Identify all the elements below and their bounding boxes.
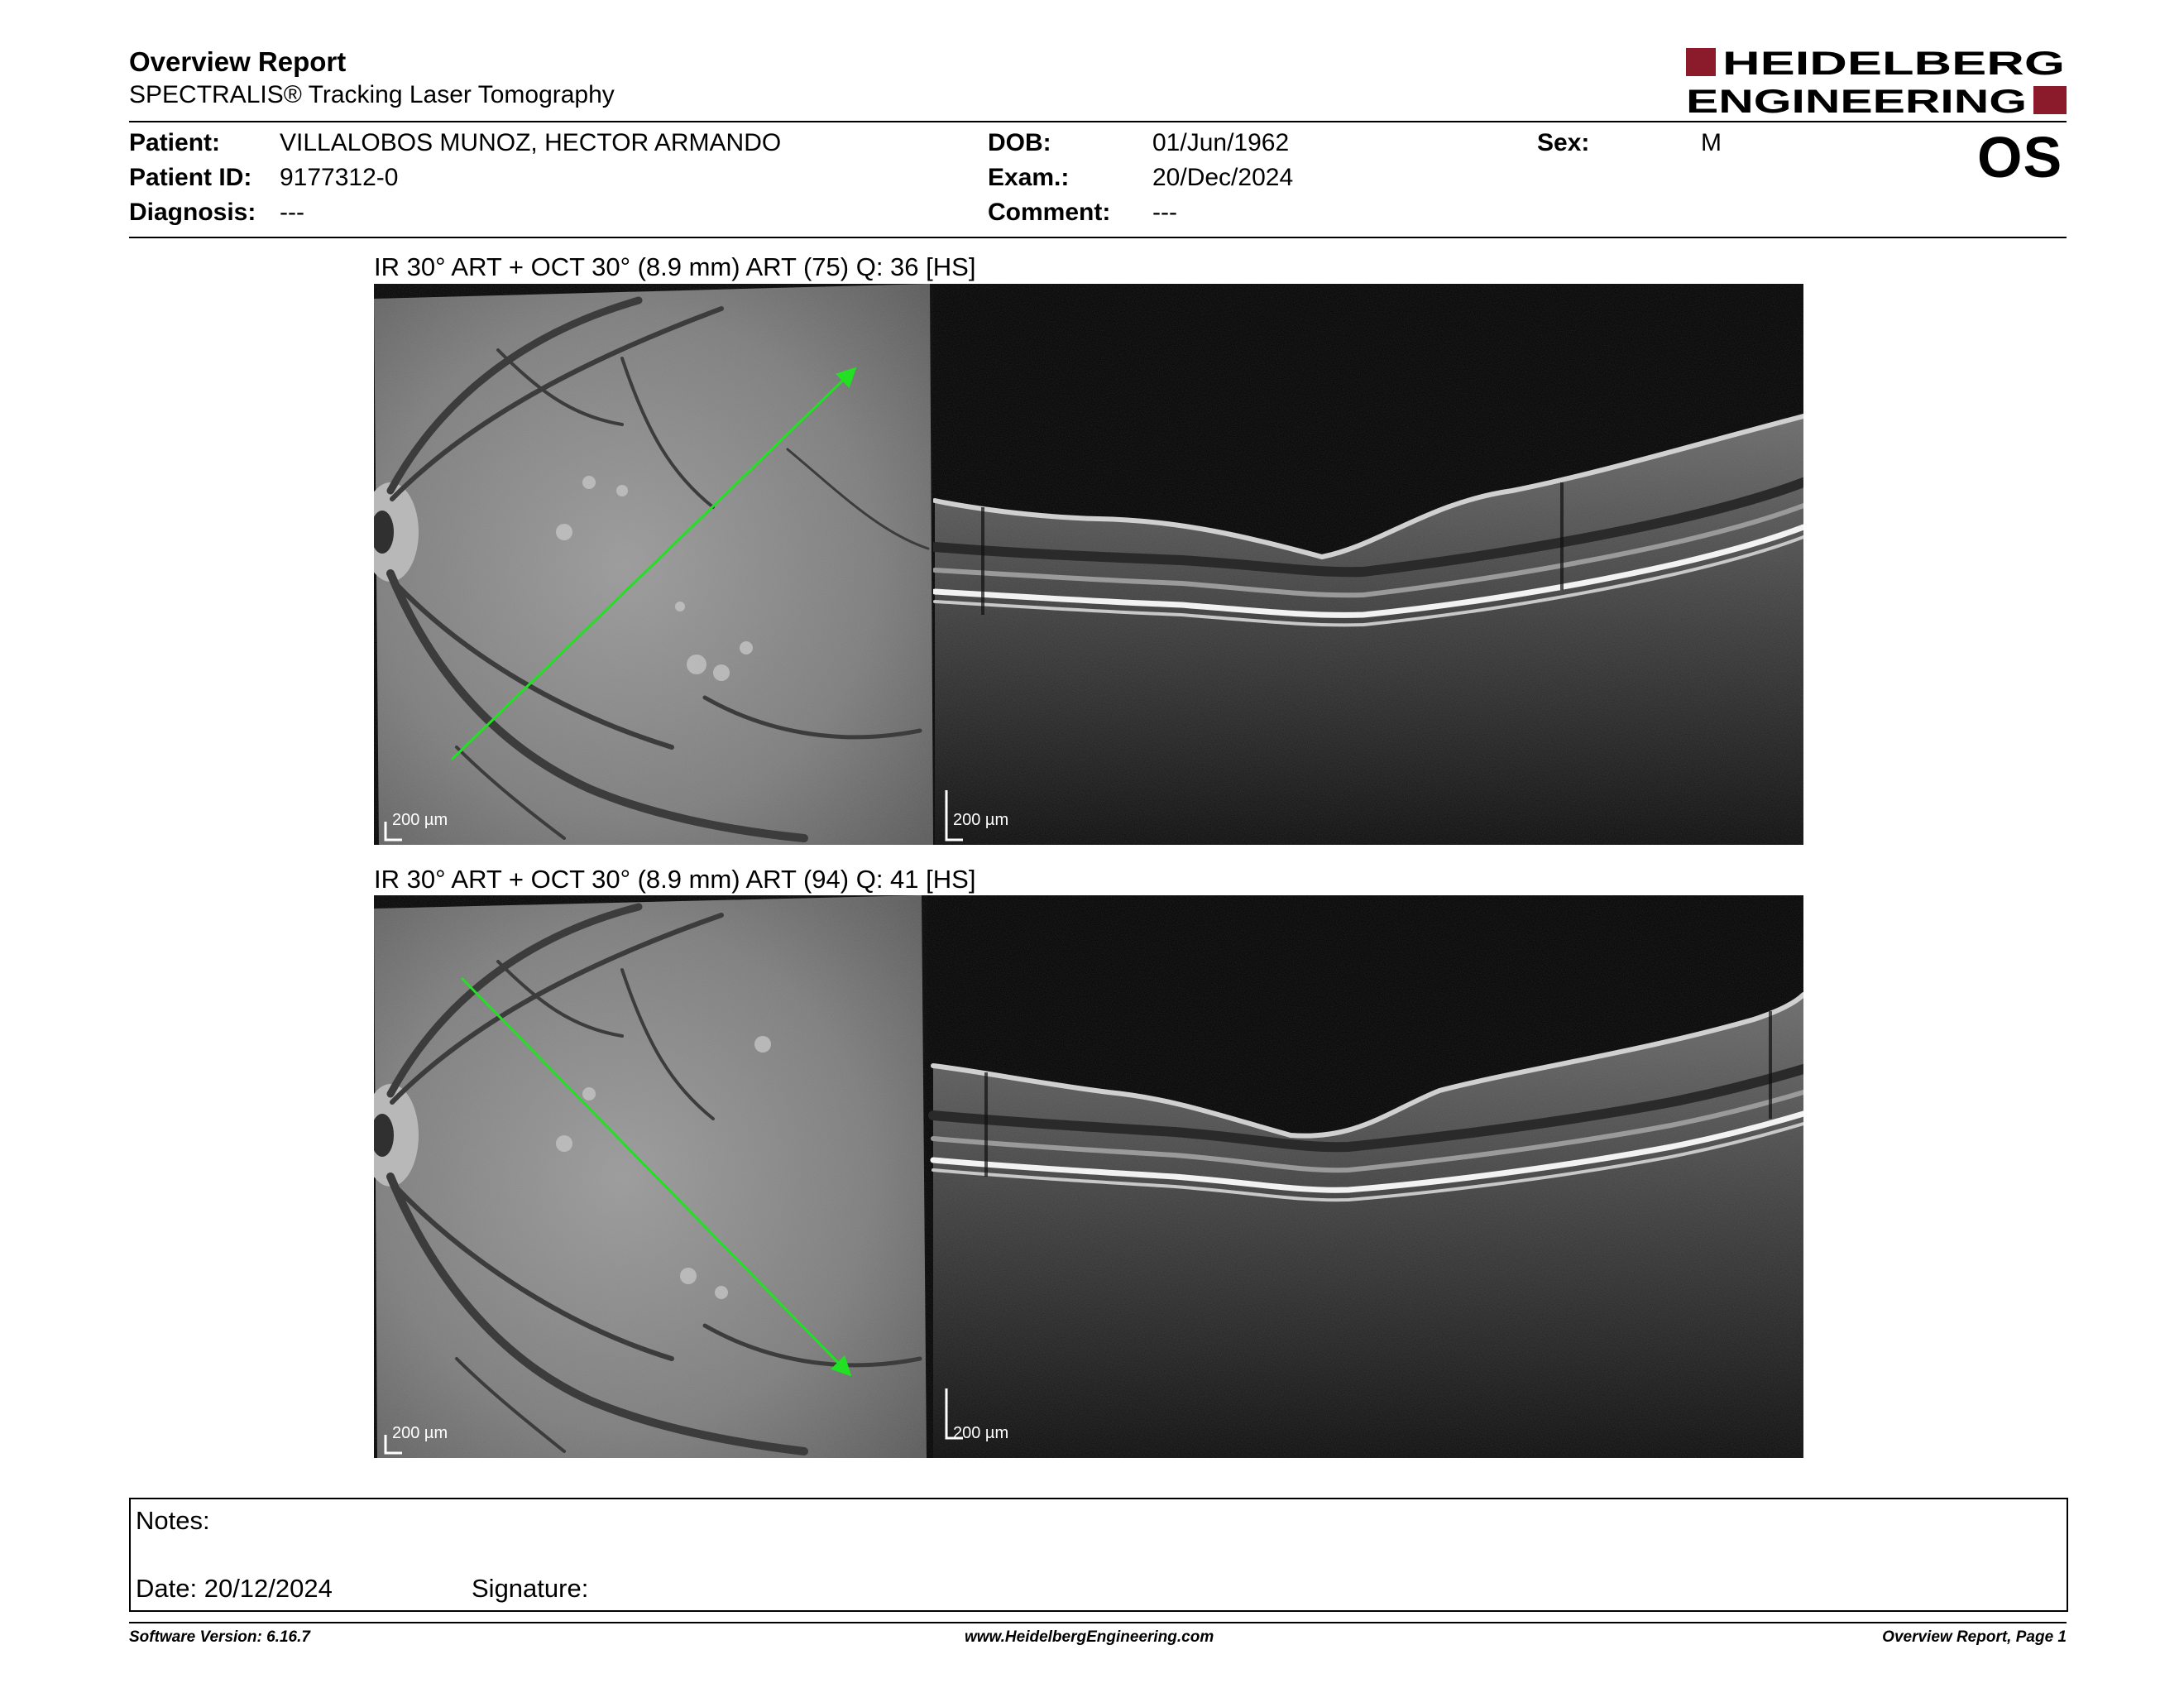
sex-value: M	[1701, 129, 1722, 156]
scan-1-fundus-image[interactable]	[374, 284, 933, 845]
svg-text:ENGINEERING: ENGINEERING	[1686, 84, 2027, 116]
eye-laterality: OS	[1977, 125, 2063, 189]
scan-1-caption: IR 30° ART + OCT 30° (8.9 mm) ART (75) Q: 36 [HS]	[374, 252, 976, 281]
scan-2-fundus-image[interactable]	[374, 895, 927, 1458]
scan-1-oct-scale: 200 µm	[953, 811, 1009, 829]
patient-id-value: 9177312-0	[280, 164, 399, 191]
patient-id-label: Patient ID:	[129, 164, 252, 191]
website-link[interactable]: www.HeidelbergEngineering.com	[965, 1628, 1214, 1646]
exam-value: 20/Dec/2024	[1152, 164, 1294, 191]
scan-1-fundus-scale: 200 µm	[392, 811, 448, 829]
scan-2-oct-scale: 200 µm	[953, 1424, 1009, 1442]
scan-2-fundus-scale: 200 µm	[392, 1424, 448, 1442]
report-subtitle: SPECTRALIS® Tracking Laser Tomography	[129, 81, 615, 108]
dob-value: 01/Jun/1962	[1152, 129, 1290, 156]
date-label: Date: 20/12/2024	[136, 1574, 333, 1603]
exam-label: Exam.:	[988, 164, 1070, 191]
diagnosis-label: Diagnosis:	[129, 199, 256, 226]
report-title: Overview Report	[129, 46, 347, 77]
comment-label: Comment:	[988, 199, 1111, 226]
software-version: Software Version: 6.16.7	[129, 1628, 310, 1646]
dob-label: DOB:	[988, 129, 1051, 156]
footer-divider	[129, 1622, 2067, 1623]
svg-text:HEIDELBERG: HEIDELBERG	[1722, 46, 2065, 82]
diagnosis-value: ---	[280, 199, 304, 226]
scan-2-caption: IR 30° ART + OCT 30° (8.9 mm) ART (94) Q: 41 [HS]	[374, 865, 976, 894]
scan-2-oct-image[interactable]	[927, 895, 1803, 1458]
patient-divider	[129, 237, 2067, 238]
notes-label: Notes:	[136, 1506, 210, 1535]
patient-name: VILLALOBOS MUNOZ, HECTOR ARMANDO	[280, 129, 782, 156]
header-divider	[129, 121, 2067, 122]
notes-box[interactable]	[129, 1498, 2068, 1612]
comment-value: ---	[1152, 199, 1177, 226]
patient-label: Patient:	[129, 129, 221, 156]
page-indicator: Overview Report, Page 1	[1882, 1628, 2067, 1646]
heidelberg-logo	[1686, 46, 2067, 116]
scan-1-oct-image[interactable]	[933, 284, 1803, 845]
sex-label: Sex:	[1537, 129, 1590, 156]
signature-label: Signature:	[472, 1574, 589, 1603]
